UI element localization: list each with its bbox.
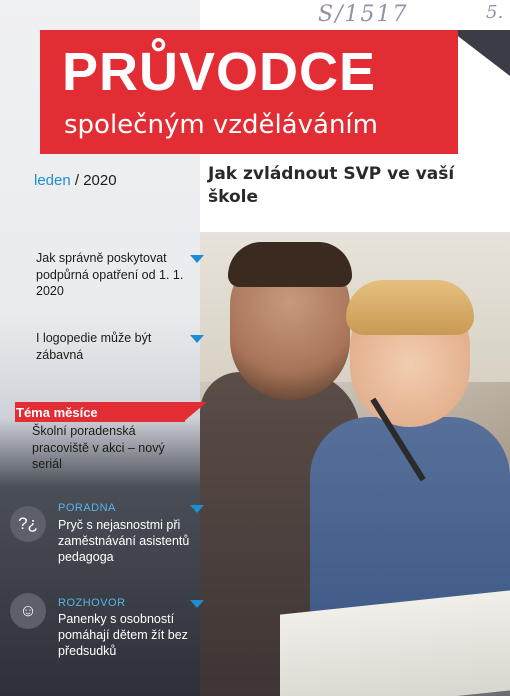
cover-photo (200, 232, 510, 696)
issue-year: 2020 (83, 172, 117, 189)
issue-date (34, 172, 117, 189)
masthead-banner (40, 30, 458, 154)
topic-label: Téma měsíce (16, 405, 98, 420)
cover-blurb: Jak správně poskytovat podpůrná opatření od 1. 1. 2020 (36, 251, 184, 298)
cover-blurb: I logopedie může být zábavná (36, 331, 152, 362)
profile-head-icon: ☺ (10, 593, 46, 629)
section-tag-rozhovor: ROZHOVOR (58, 597, 126, 609)
masthead-subtitle: společným vzděláváním (64, 110, 378, 140)
section-text-rozhovor: Panenky s osobností pomáhají dětem žít bez předsudků (58, 612, 188, 658)
topic-label-arrow (183, 402, 207, 422)
corner-triangle (450, 30, 510, 76)
question-bubbles-icon: ?¿ (10, 506, 46, 542)
blurb-pointer-icon (190, 335, 204, 343)
section-text-poradna: Pryč s nejasnostmi při zaměstnávání asistentů pedagoga (58, 518, 190, 564)
blurb-pointer-icon (190, 255, 204, 263)
issue-month: leden (34, 172, 71, 189)
topic-text: Školní poradenská pracoviště v akci – nový seriál (32, 424, 165, 471)
section-tag-poradna: PORADNA (58, 502, 116, 514)
handwritten-mark: S/1517 (318, 2, 409, 27)
photo-man-hair (228, 242, 352, 287)
section-pointer-icon (190, 505, 204, 513)
cover-headline: Jak zvládnout SVP ve vaší škole (208, 164, 455, 207)
handwritten-mark-number: 5. (486, 2, 504, 23)
section-pointer-icon (190, 600, 204, 608)
photo-boy-hair (346, 280, 474, 335)
masthead-title: PRŮVODCE (62, 42, 377, 102)
issue-separator: / (70, 172, 84, 189)
